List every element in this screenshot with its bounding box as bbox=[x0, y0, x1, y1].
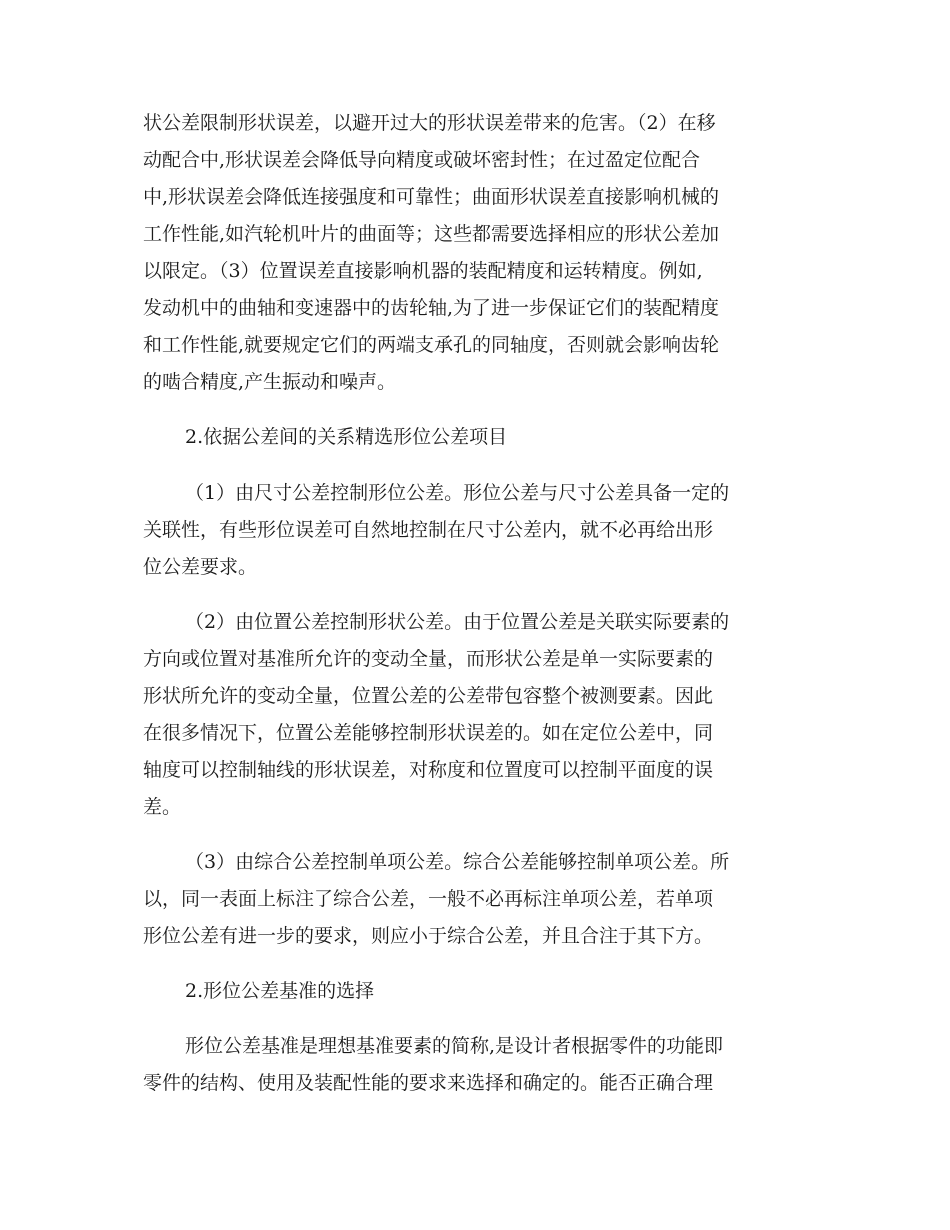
text-line: 差。 bbox=[143, 796, 182, 818]
text-line: 发动机中的曲轴和变速器中的齿轮轴,为了进一步保证它们的装配精度 bbox=[143, 297, 720, 319]
text-line: 形状所允许的变动全量，位置公差的公差带包容整个被测要素。因此 bbox=[143, 685, 714, 707]
text-line: 方向或位置对基准所允许的变动全量，而形状公差是单一实际要素的 bbox=[143, 648, 714, 670]
text-line: 中,形状误差会降低连接强度和可靠性；曲面形状误差直接影响机械的 bbox=[143, 186, 720, 208]
text-line: 形位公差有进一步的要求，则应小于综合公差，并且合注于其下方。 bbox=[143, 925, 714, 947]
text-line: 关联性，有些形位误差可自然地控制在尺寸公差内，就不必再给出形 bbox=[143, 519, 714, 541]
text-line: 以限定。（3）位置误差直接影响机器的装配精度和运转精度。例如, bbox=[143, 260, 703, 282]
text-line: 轴度可以控制轴线的形状误差，对称度和位置度可以控制平面度的误 bbox=[143, 759, 714, 781]
text-line: 位公差要求。 bbox=[143, 556, 258, 578]
text-line: 形位公差基准是理想基准要素的简称,是设计者根据零件的功能即 bbox=[185, 1035, 724, 1057]
text-line: （2）由位置公差控制形状公差。由于位置公差是关联实际要素的 bbox=[185, 611, 730, 633]
text-line: （1）由尺寸公差控制形位公差。形位公差与尺寸公差具备一定的 bbox=[185, 482, 730, 504]
section-heading: 2.依据公差间的关系精选形位公差项目 bbox=[185, 426, 508, 448]
text-line: 以，同一表面上标注了综合公差，一般不必再标注单项公差，若单项 bbox=[143, 888, 714, 910]
text-line: 零件的结构、使用及装配性能的要求来选择和确定的。能否正确合理 bbox=[143, 1072, 714, 1094]
text-line: 在很多情况下，位置公差能够控制形状误差的。如在定位公差中，同 bbox=[143, 722, 714, 744]
text-line: 工作性能,如汽轮机叶片的曲面等；这些都需要选择相应的形状公差加 bbox=[143, 223, 720, 245]
section-heading: 2.形位公差基准的选择 bbox=[185, 980, 375, 1002]
text-line: 状公差限制形状误差，以避开过大的形状误差带来的危害。（2）在移 bbox=[143, 112, 716, 134]
text-line: 的啮合精度,产生振动和噪声。 bbox=[143, 371, 397, 393]
text-line: 动配合中,形状误差会降低导向精度或破坏密封性；在过盈定位配合 bbox=[143, 149, 701, 171]
text-line: （3）由综合公差控制单项公差。综合公差能够控制单项公差。所 bbox=[185, 851, 730, 873]
text-line: 和工作性能,就要规定它们的两端支承孔的同轴度，否则就会影响齿轮 bbox=[143, 334, 720, 356]
